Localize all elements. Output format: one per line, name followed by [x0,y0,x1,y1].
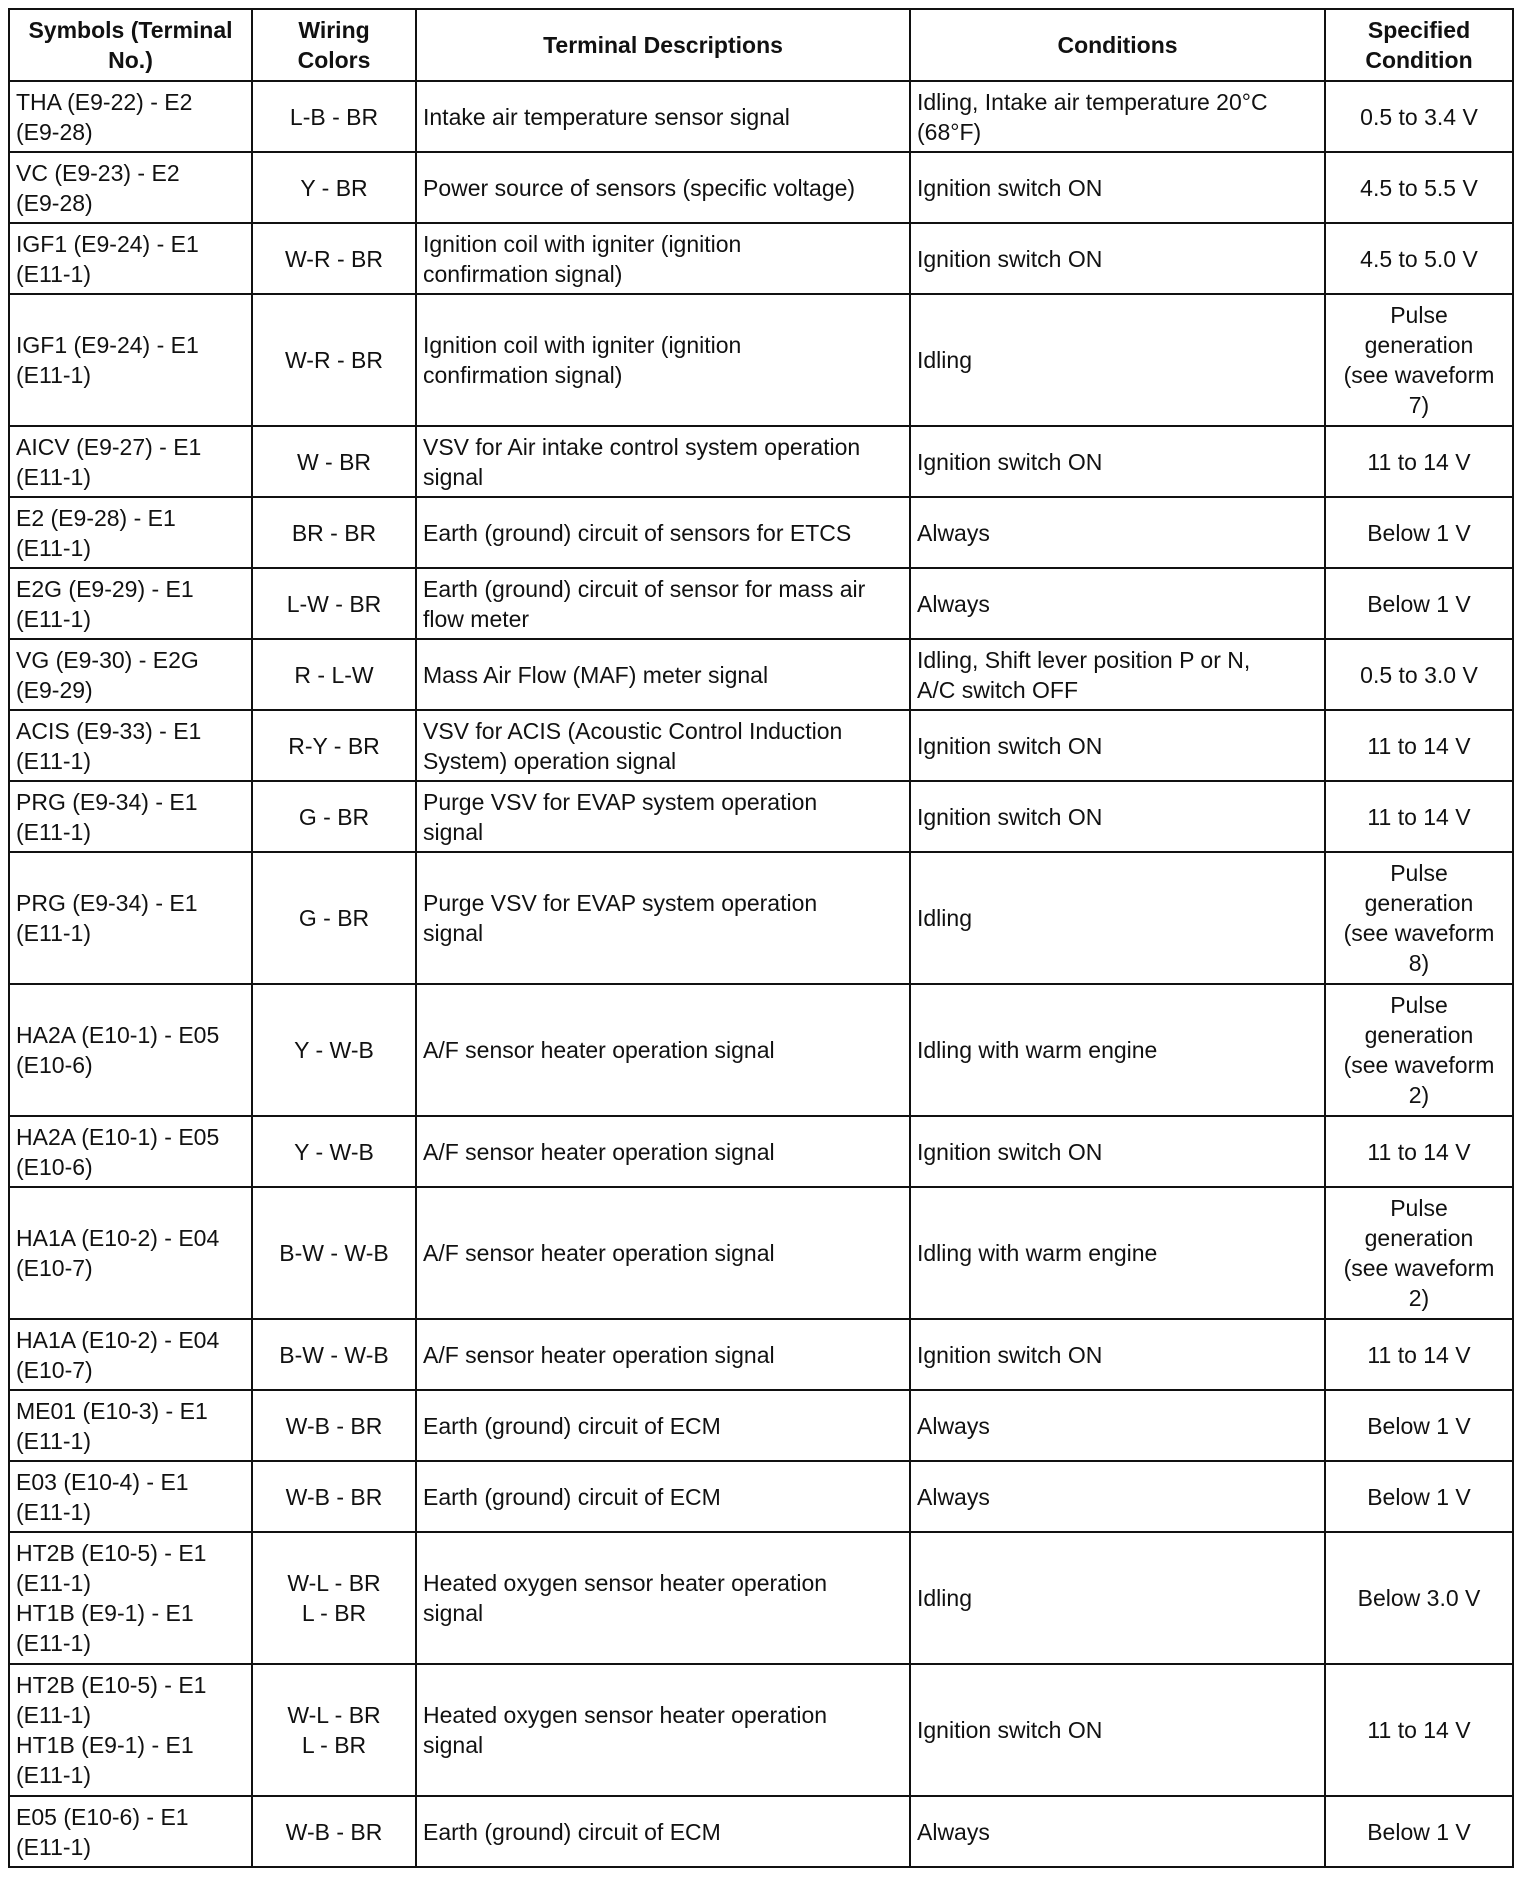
cell-condition [910,81,1325,152]
cell-symbol-text: IGF1 (E9-24) - E1 (E11-1) [16,230,199,287]
cell-terminal-description-text: Purge VSV for EVAP system operation signal [423,788,818,845]
cell-condition [910,223,1325,294]
table-row [9,497,1513,568]
cell-terminal-description-text: Purge VSV for EVAP system operation signal [423,890,818,946]
cell-terminal-description-text: Earth (ground) circuit of sensors for ETCS [423,519,852,546]
cell-condition-text: Ignition switch ON [917,448,1103,475]
table-row [9,1532,1513,1664]
cell-specified-condition [1325,1390,1513,1461]
cell-terminal-description-text: A/F sensor heater operation signal [423,1138,775,1165]
cell-wiring-colors-text: W-R - BR [285,347,383,373]
cell-symbol-text: E2G (E9-29) - E1 (E11-1) [16,575,194,632]
cell-symbol [9,639,252,710]
cell-symbol [9,426,252,497]
cell-wiring-colors [252,568,416,639]
cell-terminal-description-text: Ignition coil with igniter (ignition confirmation signal) [423,332,742,388]
table-row [9,294,1513,426]
table-row [9,984,1513,1116]
cell-specified-condition-text: 11 to 14 V [1367,1341,1471,1368]
cell-condition-text: Ignition switch ON [917,1341,1103,1368]
cell-symbol [9,223,252,294]
cell-specified-condition [1325,852,1513,984]
cell-symbol-text: VG (E9-30) - E2G (E9-29) [16,646,199,703]
cell-wiring-colors-text: R - L-W [294,661,374,688]
cell-symbol-text: AICV (E9-27) - E1 (E11-1) [16,433,202,490]
cell-terminal-description-text: VSV for ACIS (Acoustic Control Induction System) operation signal [423,717,843,774]
cell-wiring-colors-text: W-L - BR L - BR [287,1570,381,1626]
cell-specified-condition [1325,426,1513,497]
cell-symbol [9,1664,252,1796]
cell-specified-condition-text: Pulse generation (see waveform 2) [1343,992,1495,1108]
cell-wiring-colors-text: Y - W-B [294,1138,374,1165]
cell-specified-condition-text: 4.5 to 5.5 V [1360,174,1478,201]
cell-wiring-colors [252,852,416,984]
cell-specified-condition-text: Pulse generation (see waveform 7) [1343,302,1495,418]
cell-condition [910,426,1325,497]
cell-symbol [9,152,252,223]
cell-terminal-description-text: Earth (ground) circuit of ECM [423,1483,721,1510]
cell-condition-text: Idling with warm engine [917,1240,1158,1266]
cell-condition-text: Idling [917,347,972,373]
cell-condition [910,781,1325,852]
cell-condition [910,497,1325,568]
table-row [9,1319,1513,1390]
cell-specified-condition [1325,294,1513,426]
cell-condition [910,1319,1325,1390]
cell-symbol-text: HA2A (E10-1) - E05 (E10-6) [16,1123,220,1180]
cell-condition-text: Ignition switch ON [917,245,1103,272]
cell-symbol [9,1116,252,1187]
cell-specified-condition-text: Below 1 V [1367,590,1471,617]
cell-wiring-colors-text: B-W - W-B [279,1341,389,1368]
cell-specified-condition [1325,1319,1513,1390]
cell-symbol-text: IGF1 (E9-24) - E1 (E11-1) [16,332,199,388]
cell-wiring-colors-text: R-Y - BR [288,732,380,759]
cell-condition [910,1664,1325,1796]
cell-terminal-description [416,639,910,710]
cell-symbol [9,1796,252,1867]
cell-symbol-text: VC (E9-23) - E2 (E9-28) [16,159,180,216]
cell-specified-condition-text: 11 to 14 V [1367,732,1471,759]
table-row [9,781,1513,852]
cell-specified-condition-text: Pulse generation (see waveform 8) [1343,860,1495,976]
cell-terminal-description [416,81,910,152]
cell-specified-condition [1325,1116,1513,1187]
cell-condition [910,1532,1325,1664]
cell-terminal-description-text: Heated oxygen sensor heater operation signal [423,1702,828,1758]
cell-condition-text: Ignition switch ON [917,1717,1103,1743]
cell-wiring-colors-text: Y - BR [300,174,368,201]
table-row [9,1390,1513,1461]
cell-condition-text: Ignition switch ON [917,174,1103,201]
cell-terminal-description [416,1187,910,1319]
cell-condition [910,710,1325,781]
cell-condition-text: Always [917,590,990,617]
cell-specified-condition-text: 0.5 to 3.0 V [1360,661,1478,688]
cell-condition [910,1796,1325,1867]
cell-condition [910,984,1325,1116]
cell-wiring-colors [252,1796,416,1867]
cell-wiring-colors [252,426,416,497]
cell-terminal-description-text: Earth (ground) circuit of ECM [423,1818,721,1845]
cell-terminal-description [416,1390,910,1461]
cell-condition-text: Idling [917,1585,972,1611]
cell-condition [910,294,1325,426]
cell-wiring-colors [252,1116,416,1187]
header-specified-condition: Specified Condition [1325,9,1513,81]
header-wiring-colors: Wiring Colors [252,9,416,81]
cell-symbol [9,81,252,152]
cell-terminal-description [416,852,910,984]
cell-specified-condition-text: 11 to 14 V [1367,1138,1471,1165]
terminal-table [8,8,1514,1868]
cell-symbol-text: ACIS (E9-33) - E1 (E11-1) [16,717,202,774]
cell-symbol [9,984,252,1116]
cell-terminal-description-text: A/F sensor heater operation signal [423,1240,775,1266]
cell-symbol [9,710,252,781]
cell-specified-condition [1325,81,1513,152]
cell-condition-text: Ignition switch ON [917,732,1103,759]
cell-symbol-text: HT2B (E10-5) - E1 (E11-1) HT1B (E9-1) - E1 (E11-1) [16,1540,207,1656]
cell-wiring-colors [252,781,416,852]
table-row [9,1461,1513,1532]
cell-terminal-description [416,568,910,639]
cell-wiring-colors-text: G - BR [298,803,370,830]
cell-wiring-colors [252,1461,416,1532]
table-row [9,81,1513,152]
cell-condition [910,639,1325,710]
table-row [9,1664,1513,1796]
cell-symbol-text: PRG (E9-34) - E1 (E11-1) [16,788,198,845]
cell-condition-text: Idling with warm engine [917,1037,1158,1063]
cell-terminal-description-text: Mass Air Flow (MAF) meter signal [423,661,769,688]
cell-terminal-description [416,152,910,223]
table-row [9,1796,1513,1867]
table-row [9,710,1513,781]
cell-terminal-description [416,710,910,781]
cell-wiring-colors [252,223,416,294]
cell-wiring-colors-text: L-B - BR [289,103,379,130]
cell-symbol [9,781,252,852]
cell-terminal-description-text: Earth (ground) circuit of ECM [423,1412,721,1439]
cell-specified-condition-text: Below 1 V [1367,1483,1471,1510]
table-row [9,426,1513,497]
cell-symbol-text: E05 (E10-6) - E1 (E11-1) [16,1803,189,1860]
cell-specified-condition [1325,223,1513,294]
cell-terminal-description [416,1116,910,1187]
cell-specified-condition-text: 4.5 to 5.0 V [1360,245,1478,272]
header-terminal-descriptions: Terminal Descriptions [416,9,910,81]
cell-condition [910,1461,1325,1532]
cell-terminal-description [416,1664,910,1796]
cell-symbol-text: THA (E9-22) - E2 (E9-28) [16,88,193,145]
cell-specified-condition [1325,152,1513,223]
cell-symbol-text: HT2B (E10-5) - E1 (E11-1) HT1B (E9-1) - E1 (E11-1) [16,1672,207,1788]
cell-terminal-description [416,781,910,852]
cell-condition [910,568,1325,639]
cell-symbol-text: E03 (E10-4) - E1 (E11-1) [16,1468,189,1525]
cell-condition-text: Idling, Intake air temperature 20°C (68°F) [917,88,1268,145]
cell-symbol [9,1187,252,1319]
cell-wiring-colors [252,1319,416,1390]
cell-wiring-colors-text: B-W - W-B [279,1240,389,1266]
cell-condition [910,1390,1325,1461]
cell-condition-text: Idling, Shift lever position P or N, A/C switch OFF [917,646,1251,703]
cell-condition [910,1116,1325,1187]
cell-symbol [9,568,252,639]
cell-specified-condition [1325,710,1513,781]
cell-condition-text: Always [917,519,990,546]
cell-symbol-text: E2 (E9-28) - E1 (E11-1) [16,504,176,561]
cell-specified-condition [1325,497,1513,568]
cell-wiring-colors [252,81,416,152]
cell-condition [910,852,1325,984]
cell-symbol-text: ME01 (E10-3) - E1 (E11-1) [16,1397,208,1454]
cell-condition-text: Ignition switch ON [917,803,1103,830]
cell-wiring-colors-text: W-B - BR [285,1483,383,1510]
cell-wiring-colors [252,497,416,568]
cell-terminal-description [416,1532,910,1664]
cell-symbol [9,1532,252,1664]
cell-terminal-description-text: Intake air temperature sensor signal [423,103,790,130]
cell-symbol-text: HA1A (E10-2) - E04 (E10-7) [16,1225,220,1281]
cell-condition-text: Always [917,1412,990,1439]
cell-terminal-description [416,223,910,294]
cell-terminal-description-text: Earth (ground) circuit of sensor for mass air flow meter [423,575,866,632]
table-row [9,152,1513,223]
cell-wiring-colors [252,1187,416,1319]
cell-terminal-description-text: Power source of sensors (specific voltage) [423,174,856,201]
cell-wiring-colors-text: W - BR [296,448,372,475]
table-row [9,639,1513,710]
cell-symbol [9,1319,252,1390]
cell-specified-condition [1325,1532,1513,1664]
cell-terminal-description-text: A/F sensor heater operation signal [423,1037,775,1063]
cell-specified-condition [1325,1461,1513,1532]
cell-wiring-colors [252,294,416,426]
cell-specified-condition [1325,781,1513,852]
cell-wiring-colors-text: W-B - BR [285,1412,383,1439]
cell-symbol-text: HA1A (E10-2) - E04 (E10-7) [16,1326,220,1383]
cell-condition-text: Idling [917,905,972,931]
cell-terminal-description [416,294,910,426]
cell-wiring-colors [252,639,416,710]
cell-terminal-description-text: Heated oxygen sensor heater operation signal [423,1570,828,1626]
table-row [9,568,1513,639]
header-conditions: Conditions [910,9,1325,81]
cell-wiring-colors [252,710,416,781]
header-symbols: Symbols (Terminal No.) [9,9,252,81]
cell-symbol [9,1461,252,1532]
cell-wiring-colors-text: BR - BR [291,519,377,546]
cell-condition-text: Always [917,1818,990,1845]
cell-wiring-colors-text: W-B - BR [285,1818,383,1845]
cell-symbol-text: PRG (E9-34) - E1 (E11-1) [16,890,198,946]
cell-specified-condition-text: Below 3.0 V [1357,1585,1481,1611]
cell-terminal-description [416,1796,910,1867]
cell-condition [910,152,1325,223]
cell-condition-text: Ignition switch ON [917,1138,1103,1165]
cell-specified-condition-text: 0.5 to 3.4 V [1360,103,1478,130]
cell-symbol [9,852,252,984]
cell-symbol [9,497,252,568]
cell-specified-condition-text: 11 to 14 V [1367,1717,1471,1743]
cell-specified-condition-text: Below 1 V [1367,1818,1471,1845]
table-row [9,223,1513,294]
cell-wiring-colors [252,984,416,1116]
cell-wiring-colors-text: G - BR [298,905,370,931]
cell-specified-condition [1325,1664,1513,1796]
cell-wiring-colors [252,1532,416,1664]
cell-terminal-description [416,984,910,1116]
cell-specified-condition-text: 11 to 14 V [1367,803,1471,830]
cell-wiring-colors-text: L-W - BR [286,590,382,617]
cell-terminal-description [416,1319,910,1390]
cell-wiring-colors-text: W-R - BR [285,245,383,272]
cell-terminal-description [416,1461,910,1532]
cell-specified-condition [1325,639,1513,710]
cell-terminal-description-text: A/F sensor heater operation signal [423,1341,775,1368]
cell-terminal-description-text: Ignition coil with igniter (ignition confirmation signal) [423,230,742,287]
cell-wiring-colors-text: Y - W-B [294,1037,374,1063]
cell-wiring-colors-text: W-L - BR L - BR [287,1702,381,1758]
cell-specified-condition [1325,1796,1513,1867]
cell-wiring-colors [252,152,416,223]
table-row [9,1187,1513,1319]
cell-specified-condition-text: Pulse generation (see waveform 2) [1343,1195,1495,1311]
cell-symbol-text: HA2A (E10-1) - E05 (E10-6) [16,1022,220,1078]
cell-condition [910,1187,1325,1319]
cell-terminal-description [416,497,910,568]
table-row [9,852,1513,984]
cell-condition-text: Always [917,1483,990,1510]
cell-symbol [9,294,252,426]
cell-terminal-description [416,426,910,497]
cell-specified-condition-text: Below 1 V [1367,519,1471,546]
cell-specified-condition-text: 11 to 14 V [1367,448,1471,475]
cell-wiring-colors [252,1390,416,1461]
table-row [9,1116,1513,1187]
cell-specified-condition-text: Below 1 V [1367,1412,1471,1439]
cell-specified-condition [1325,568,1513,639]
cell-terminal-description-text: VSV for Air intake control system operation signal [423,433,861,490]
header-row [9,9,1513,81]
cell-specified-condition [1325,984,1513,1116]
cell-wiring-colors [252,1664,416,1796]
cell-symbol [9,1390,252,1461]
cell-specified-condition [1325,1187,1513,1319]
